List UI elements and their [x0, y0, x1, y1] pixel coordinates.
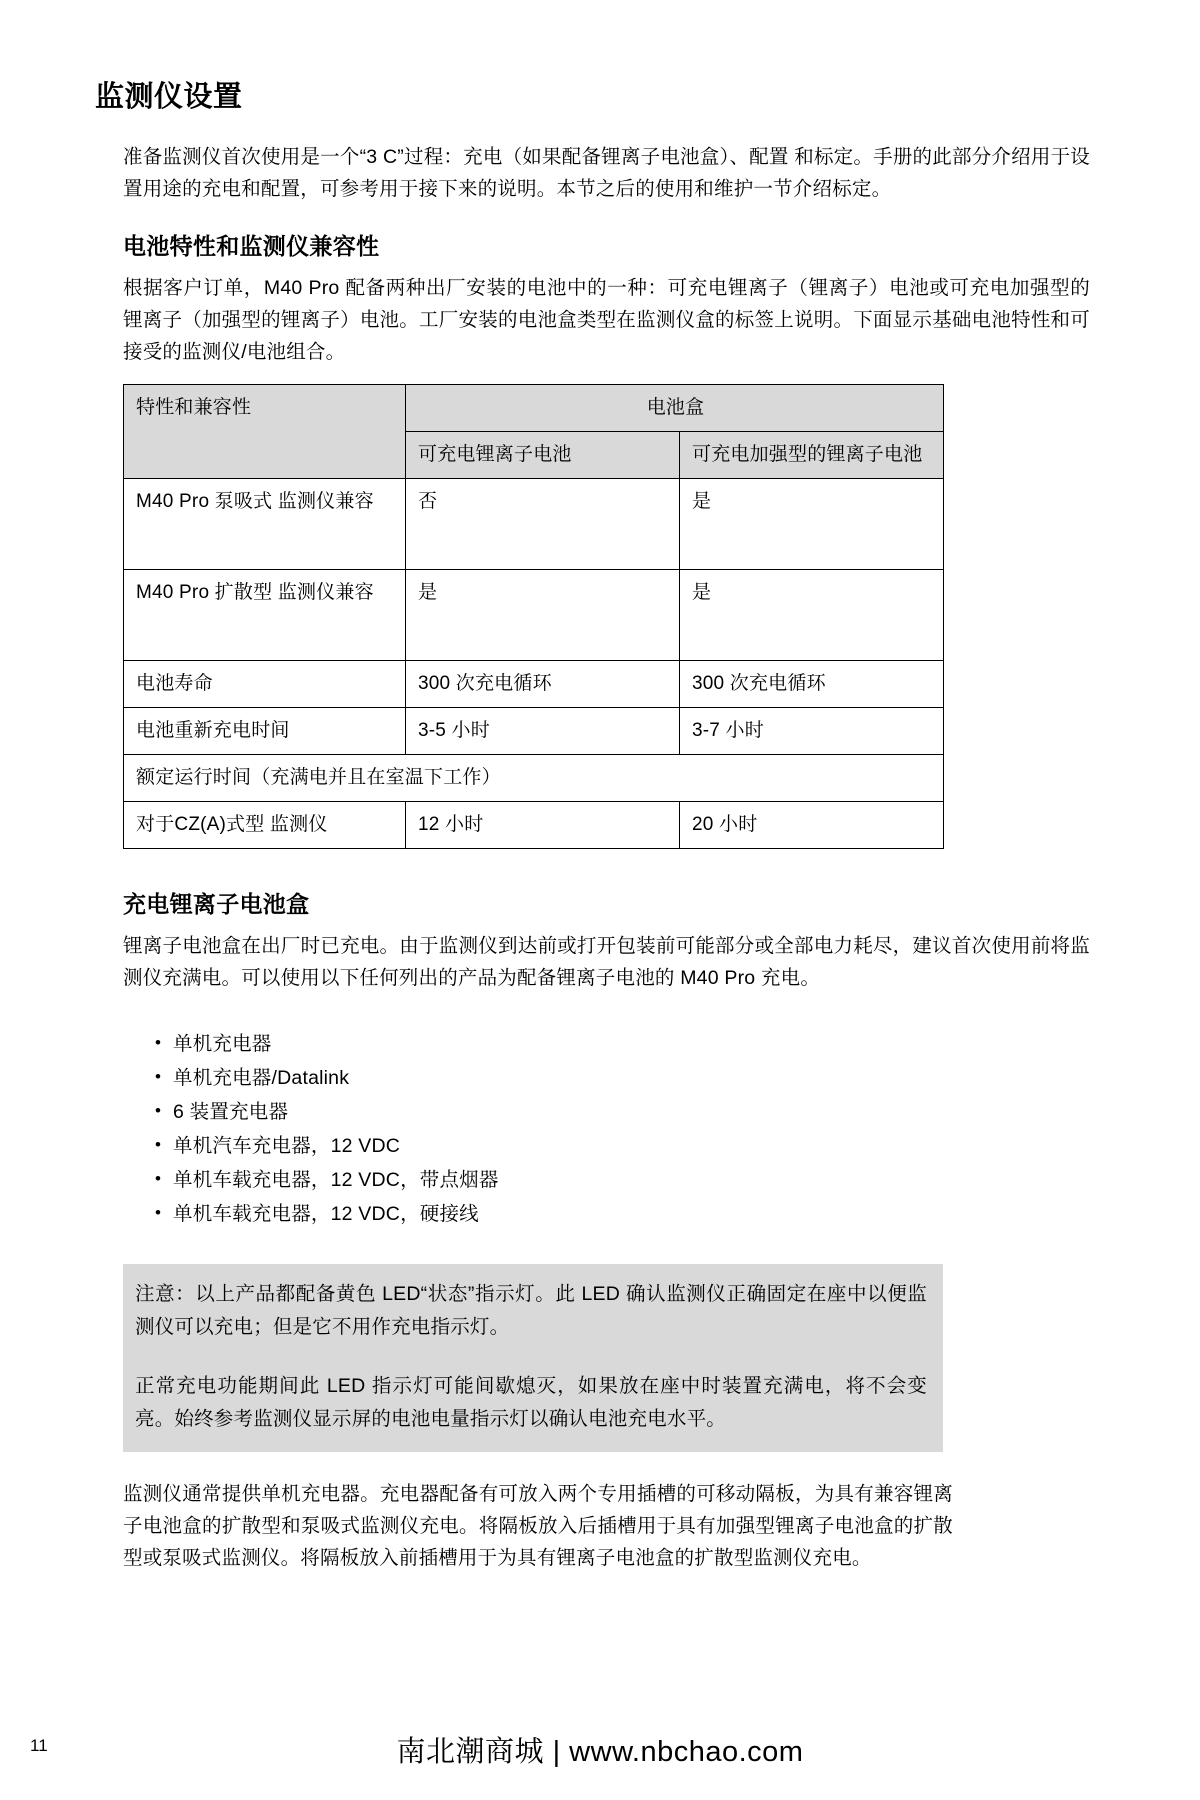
table-cell-runtime-header: 额定运行时间（充满电并且在室温下工作）: [124, 754, 944, 801]
table-cell-value: 20 小时: [680, 801, 944, 848]
charger-section-heading: 充电锂离子电池盒: [123, 890, 310, 917]
page-footer: [0, 1710, 1200, 1770]
battery-section-heading: 电池特性和监测仪兼容性: [123, 232, 380, 259]
table-row: [124, 660, 944, 707]
table-row-fullwidth: [124, 754, 944, 801]
table-cell-value: 300 次充电循环: [406, 660, 680, 707]
list-item: • 单机汽车充电器，12 VDC: [155, 1130, 1090, 1162]
table-cell-label: 电池重新充电时间: [124, 707, 406, 754]
intro-paragraph: 准备监测仪首次使用是一个“3 C”过程：充电（如果配备锂离子电池盒）、配置 和标定。手册的此部分介绍用于设置用途的充电和配置，可参考用于接下来的说明。本节之后的使用和维护一节介绍标定。: [123, 145, 1090, 200]
footer-watermark: 南北潮商城 | www.nbchao.com: [396, 1736, 804, 1768]
table-header-row-1: [124, 384, 944, 431]
table-header-battery-pack: 电池盒: [406, 384, 944, 431]
list-item: • 6 装置充电器: [155, 1096, 1090, 1128]
note-callout-box: [123, 1264, 943, 1452]
list-item: • 单机充电器/Datalink: [155, 1062, 1090, 1094]
intro-block: [123, 141, 1090, 368]
page-number: 11: [30, 1736, 48, 1755]
table-cell-label: 电池寿命: [124, 660, 406, 707]
note-paragraph-1: 注意：以上产品都配备黄色 LED“状态”指示灯。此 LED 确认监测仪正确固定在座中以便监测仪可以充电；但是它不用作充电指示灯。: [135, 1282, 927, 1338]
table-row: [124, 478, 944, 569]
table-header-characteristics: 特性和兼容性: [124, 384, 406, 478]
note-paragraph-2: 正常充电功能期间此 LED 指示灯可能间歇熄灭，如果放在座中时装置充满电，将不会变亮。始终参考监测仪显示屏的电池电量指示灯以确认电池充电水平。: [135, 1374, 927, 1430]
table-cell-value: 是: [680, 569, 944, 660]
battery-section-paragraph: 根据客户订单，M40 Pro 配备两种出厂安装的电池中的一种：可充电锂离子（锂离子）电池或可充电加强型的锂离子（加强型的锂离子）电池。工厂安装的电池盒类型在监测仪盒的标签上说明。下面显示基础电池特性和可接受的监测仪/电池组合。: [123, 276, 1090, 363]
table-header-liion: 可充电锂离子电池: [406, 431, 680, 478]
table-cell-value: 否: [406, 478, 680, 569]
list-item: • 单机车载充电器，12 VDC，硬接线: [155, 1198, 1090, 1230]
charger-product-list: [155, 1028, 1090, 1230]
battery-spec-table: [123, 384, 944, 849]
page-title: 监测仪设置: [95, 81, 243, 113]
closing-paragraph: 监测仪通常提供单机充电器。充电器配备有可放入两个专用插槽的可移动隔板，为具有兼容锂离子电池盒的扩散型和泵吸式监测仪充电。将隔板放入后插槽用于具有加强型锂离子电池盒的扩散型或泵吸式监测仪。将隔板放入前插槽用于为具有锂离子电池盒的扩散型监测仪充电。: [123, 1482, 953, 1569]
list-item: • 单机车载充电器，12 VDC，带点烟器: [155, 1164, 1090, 1196]
table-row: [124, 569, 944, 660]
charger-section-paragraph: 锂离子电池盒在出厂时已充电。由于监测仪到达前或打开包装前可能部分或全部电力耗尽，建议首次使用前将监测仪充满电。可以使用以下任何列出的产品为配备锂离子电池的 M40 Pro 充电。: [123, 934, 1090, 989]
table-cell-label: 对于CZ(A)式型 监测仪: [124, 801, 406, 848]
table-row: [124, 801, 944, 848]
table-row: [124, 707, 944, 754]
list-item: • 单机充电器: [155, 1028, 1090, 1060]
closing-block: [123, 1478, 953, 1574]
table-cell-value: 是: [680, 478, 944, 569]
table-cell-value: 300 次充电循环: [680, 660, 944, 707]
table-cell-value: 是: [406, 569, 680, 660]
table-cell-label: M40 Pro 扩散型 监测仪兼容: [124, 569, 406, 660]
spec-table-wrapper: [123, 384, 943, 849]
charger-block: [123, 889, 1090, 994]
table-cell-label: M40 Pro 泵吸式 监测仪兼容: [124, 478, 406, 569]
table-header-extended-liion: 可充电加强型的锂离子电池: [680, 431, 944, 478]
table-cell-value: 12 小时: [406, 801, 680, 848]
table-cell-value: 3-7 小时: [680, 707, 944, 754]
table-cell-value: 3-5 小时: [406, 707, 680, 754]
